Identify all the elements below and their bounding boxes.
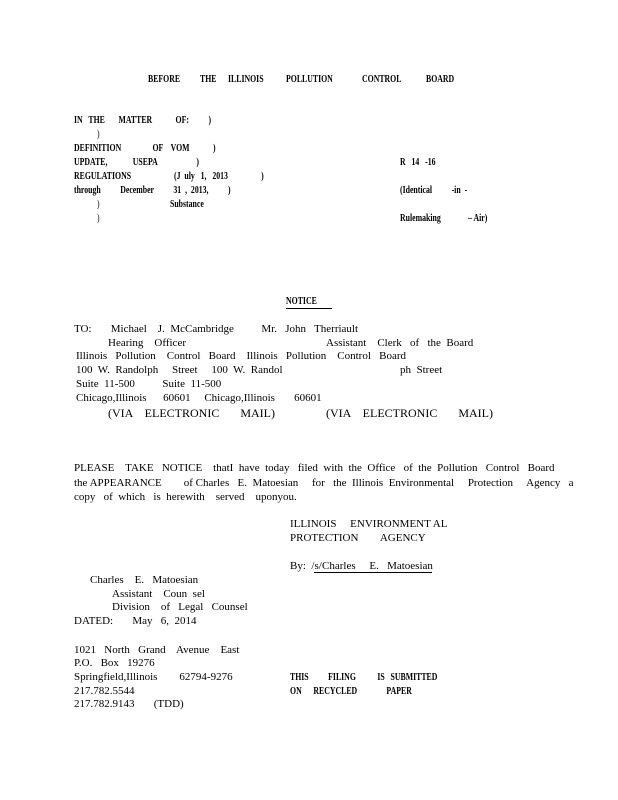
recycled-line-1: THIS FILING IS SUBMITTED [290, 672, 438, 683]
address-tdd: 217.782.9143 (TDD) [74, 698, 184, 710]
header-illinois: ILLINOIS [228, 74, 264, 85]
caption-identical: (Identical -in - [400, 185, 468, 196]
agency-line-1: ILLINOIS ENVIRONMENT AL [290, 518, 448, 530]
address-line-2: P.O. Box 19276 [74, 657, 155, 669]
caption-line-6: through December 31 , 2013, ) [74, 185, 231, 196]
caption-line-7: ) [97, 199, 100, 210]
address-phone: 217.782.5544 [74, 685, 135, 697]
caption-line-1: IN THE MATTER OF: ) [74, 115, 212, 126]
header-before: BEFORE [148, 74, 181, 85]
service-line-3: Illinois Pollution Control Board Illinois Pollution Control Board [76, 350, 407, 362]
service-line-4b: ph Street [400, 364, 443, 376]
notice-paragraph-line-2: the APPEARANCE of Charles E. Matoesian for the Illinois Environmental Protection Agency a [74, 477, 574, 489]
service-line-6: Chicago,Illinois 60601 Chicago,Illinois 60601 [76, 392, 322, 404]
caption-line-4: UPDATE, USEPA ) [74, 157, 199, 168]
dated-line: DATED: May 6, 2014 [74, 615, 197, 627]
counsel-title: Assistant Coun sel [112, 588, 205, 600]
notice-title: NOTICE [286, 296, 317, 307]
signature-line [314, 572, 432, 573]
address-line-3: Springfield,Illinois 62794-9276 [74, 671, 233, 683]
caption-line-2: ) [97, 129, 100, 140]
caption-line-5: REGULATIONS (J uly 1, 2013 ) [74, 171, 264, 182]
recycled-line-2: ON RECYCLED PAPER [290, 686, 412, 697]
service-assistant-clerk: Assistant Clerk of the Board [326, 337, 474, 349]
notice-underline [286, 308, 332, 309]
counsel-division: Division of Legal Counsel [112, 601, 248, 613]
signature-prefix: By: /s/ [290, 560, 322, 572]
header-board: BOARD [426, 74, 455, 85]
service-line-4: 100 W. Randolph Street 100 W. Randol [76, 364, 283, 376]
caption-line-9: ) [97, 213, 100, 224]
header-the: THE [200, 74, 217, 85]
caption-line-8: Substance [170, 199, 204, 210]
address-line-1: 1021 North Grand Avenue East [74, 644, 240, 656]
caption-rulemaking: Rulemaking – Air) [400, 213, 488, 224]
notice-paragraph-line-3: copy of which is herewith served uponyou. [74, 491, 297, 503]
signature-name: Charles E. Matoesian [322, 560, 433, 572]
header-control: CONTROL [362, 74, 402, 85]
docket-number: R 14 -16 [400, 157, 436, 168]
service-line-1: TO: Michael J. McCambridge Mr. John Therriault [74, 323, 359, 335]
counsel-name: Charles E. Matoesian [90, 574, 199, 586]
service-via-1: (VIA ELECTRONIC MAIL) [108, 406, 275, 420]
service-line-5: Suite 11-500 Suite 11-500 [76, 378, 222, 390]
agency-line-2: PROTECTION AGENCY [290, 532, 426, 544]
service-via-2: (VIA ELECTRONIC MAIL) [326, 406, 493, 420]
notice-paragraph-line-1: PLEASE TAKE NOTICE thatI have today filed with the Office of the Pollution Control Board [74, 462, 555, 474]
header-pollution: POLLUTION [286, 74, 333, 85]
service-hearing-officer: Hearing Officer [108, 337, 186, 349]
caption-line-3: DEFINITION OF VOM ) [74, 143, 216, 154]
